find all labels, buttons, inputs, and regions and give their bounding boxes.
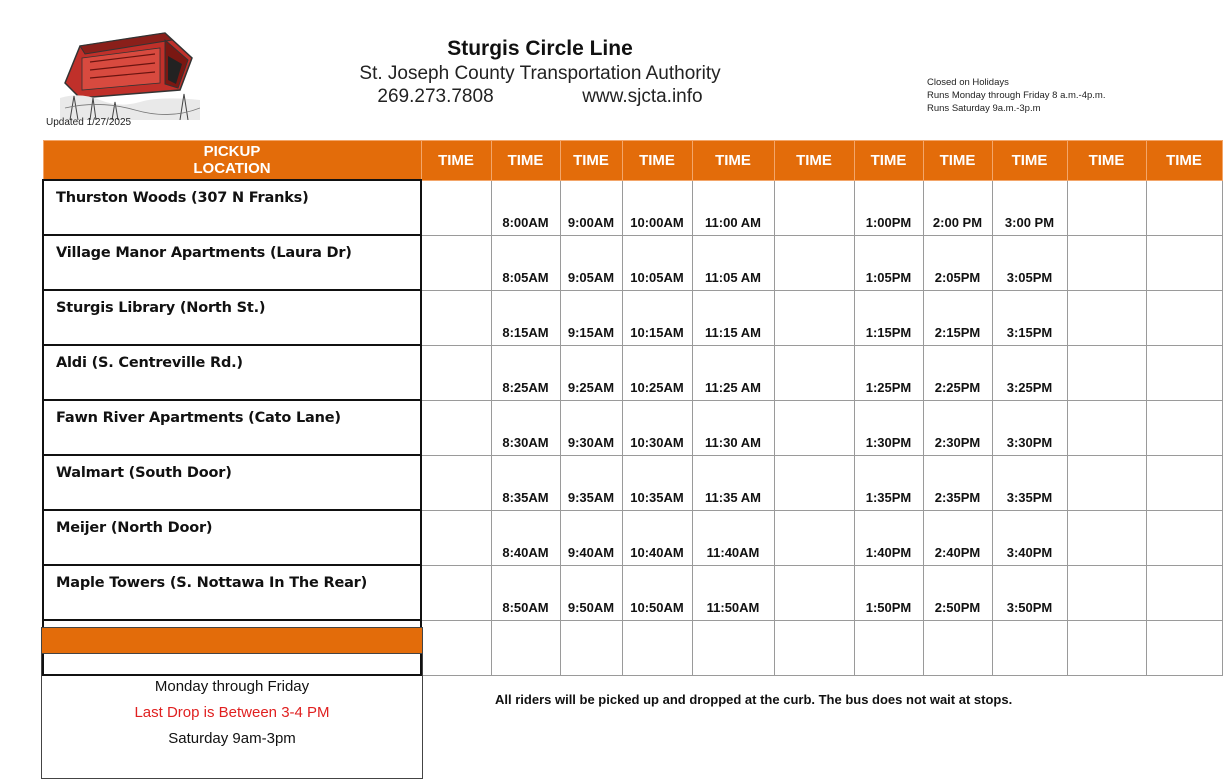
page-header: [300, 36, 780, 108]
time-cell: [1146, 180, 1222, 235]
pickup-time: [993, 670, 1067, 675]
pickup-time: 3:15PM: [1006, 324, 1053, 340]
time-cell: [854, 345, 923, 400]
column-header-time: TIME: [992, 141, 1067, 181]
pickup-time: [1068, 230, 1146, 235]
pickup-time: [422, 615, 491, 620]
table-row: [43, 345, 1222, 400]
pickup-location-cell: Sturgis Library (North St.): [43, 290, 421, 345]
note-weekday-hours: Runs Monday through Friday 8 a.m.-4p.m.: [927, 90, 1106, 101]
pickup-time: [422, 450, 491, 455]
time-cell: [1146, 400, 1222, 455]
pickup-time: 11:25 AM: [705, 379, 761, 395]
service-hours-box: [41, 627, 423, 779]
pickup-time: [693, 670, 774, 675]
pickup-time: 1:40PM: [865, 544, 912, 560]
time-cell: [774, 510, 854, 565]
time-cell: [1146, 290, 1222, 345]
column-header-time: TIME: [692, 141, 774, 181]
pickup-time: [1068, 285, 1146, 290]
time-cell: [1067, 455, 1146, 510]
pickup-time: [775, 615, 854, 620]
time-cell: [923, 510, 992, 565]
time-cell: [774, 565, 854, 620]
pickup-time: 9:15AM: [567, 324, 615, 340]
pickup-location-cell: Thurston Woods (307 N Franks): [43, 180, 421, 235]
pickup-time: 11:15 AM: [705, 324, 761, 340]
note-holidays: Closed on Holidays: [927, 77, 1009, 88]
time-cell: [1067, 235, 1146, 290]
service-weekday-text: Monday through Friday: [154, 678, 310, 695]
time-cell: [1146, 345, 1222, 400]
pickup-time: [422, 560, 491, 565]
pickup-time: [1068, 670, 1146, 675]
pickup-time: [1147, 615, 1222, 620]
pickup-time: [924, 670, 992, 675]
pickup-time: 3:25PM: [1006, 379, 1053, 395]
time-cell: [992, 235, 1067, 290]
time-cell: [421, 455, 491, 510]
time-cell: [1067, 290, 1146, 345]
time-cell: [622, 290, 692, 345]
time-cell: [491, 620, 560, 675]
time-cell: [992, 180, 1067, 235]
website-link[interactable]: www.sjcta.info: [582, 86, 703, 107]
time-cell: [854, 510, 923, 565]
pickup-time: [1147, 230, 1222, 235]
pickup-time: 3:40PM: [1006, 544, 1053, 560]
time-cell: [491, 290, 560, 345]
time-cell: [491, 345, 560, 400]
pickup-time: 9:05AM: [567, 269, 615, 285]
table-header-row: [43, 141, 1222, 181]
pickup-time: 2:25PM: [934, 379, 981, 395]
pickup-time: 2:40PM: [934, 544, 981, 560]
pickup-time: 9:25AM: [567, 379, 615, 395]
time-cell: [923, 620, 992, 675]
time-cell: [992, 510, 1067, 565]
updated-date: Updated 1/27/2025: [46, 117, 132, 128]
pickup-time: [1147, 285, 1222, 290]
time-cell: [1067, 510, 1146, 565]
column-header-time: TIME: [622, 141, 692, 181]
column-header-time: TIME: [1146, 141, 1222, 181]
pickup-time: [855, 670, 923, 675]
pickup-time: 2:35PM: [934, 489, 981, 505]
time-cell: [560, 510, 622, 565]
table-row: [43, 235, 1222, 290]
pickup-time: [422, 230, 491, 235]
column-header-time: TIME: [1067, 141, 1146, 181]
time-cell: [854, 455, 923, 510]
time-cell: [560, 565, 622, 620]
service-notes: [927, 76, 1105, 115]
pickup-time: [775, 560, 854, 565]
time-cell: [1067, 180, 1146, 235]
time-cell: [854, 400, 923, 455]
column-header-time: TIME: [491, 141, 560, 181]
pickup-time: 8:15AM: [502, 324, 549, 340]
pickup-time: 8:35AM: [502, 489, 549, 505]
pickup-time: 10:15AM: [630, 324, 684, 340]
pickup-time: 1:15PM: [865, 324, 912, 340]
time-cell: [923, 180, 992, 235]
time-cell: [692, 400, 774, 455]
pickup-time: 8:25AM: [502, 379, 549, 395]
pickup-location-cell: Aldi (S. Centreville Rd.): [43, 345, 421, 400]
time-cell: [491, 565, 560, 620]
time-cell: [1146, 235, 1222, 290]
pickup-time: 10:35AM: [630, 489, 684, 505]
time-cell: [692, 345, 774, 400]
time-cell: [421, 180, 491, 235]
pickup-time: [1147, 560, 1222, 565]
time-cell: [560, 235, 622, 290]
time-cell: [622, 565, 692, 620]
time-cell: [622, 345, 692, 400]
pickup-time: 1:30PM: [865, 434, 912, 450]
time-cell: [992, 345, 1067, 400]
time-cell: [560, 290, 622, 345]
pickup-time: [422, 505, 491, 510]
pickup-time: [775, 505, 854, 510]
time-cell: [622, 510, 692, 565]
pickup-time: 11:05 AM: [705, 269, 761, 285]
time-cell: [923, 400, 992, 455]
time-cell: [923, 455, 992, 510]
pickup-time: 10:05AM: [630, 269, 684, 285]
pickup-time: 10:40AM: [630, 544, 684, 560]
pickup-time: 8:00AM: [502, 214, 549, 230]
pickup-time: [1147, 505, 1222, 510]
pickup-time: [775, 230, 854, 235]
phone-number: 269.273.7808: [377, 86, 494, 107]
table-row: [43, 290, 1222, 345]
page-title: Sturgis Circle Line: [447, 37, 633, 60]
time-cell: [692, 180, 774, 235]
pickup-time: 8:50AM: [502, 599, 549, 615]
time-cell: [774, 235, 854, 290]
time-cell: [560, 455, 622, 510]
time-cell: [560, 400, 622, 455]
time-cell: [560, 620, 622, 675]
table-row: [43, 400, 1222, 455]
table-row: [43, 565, 1222, 620]
time-cell: [774, 400, 854, 455]
pickup-time: [1068, 505, 1146, 510]
time-cell: [992, 290, 1067, 345]
pickup-time: [775, 340, 854, 345]
time-cell: [491, 180, 560, 235]
time-cell: [421, 510, 491, 565]
pickup-time: 9:40AM: [567, 544, 615, 560]
pickup-time: 1:00PM: [865, 214, 912, 230]
note-saturday-hours: Runs Saturday 9a.m.-3p.m: [927, 103, 1041, 114]
pickup-time: [775, 285, 854, 290]
time-cell: [774, 290, 854, 345]
time-cell: [421, 235, 491, 290]
time-cell: [923, 235, 992, 290]
time-cell: [992, 400, 1067, 455]
pickup-time: [1147, 340, 1222, 345]
time-cell: [854, 180, 923, 235]
pickup-time: 2:00 PM: [932, 214, 983, 230]
time-cell: [491, 400, 560, 455]
time-cell: [774, 620, 854, 675]
pickup-time: 11:40AM: [706, 544, 760, 560]
pickup-time: [1147, 450, 1222, 455]
schedule-table: [42, 140, 1223, 676]
pickup-time: 3:30PM: [1006, 434, 1053, 450]
pickup-time: 9:30AM: [567, 434, 615, 450]
time-cell: [421, 565, 491, 620]
pickup-time: [422, 670, 491, 675]
time-cell: [923, 565, 992, 620]
pickup-location-cell: Meijer (North Door): [43, 510, 421, 565]
time-cell: [774, 180, 854, 235]
service-box-header-bar: [42, 628, 422, 654]
pickup-time: 10:25AM: [630, 379, 684, 395]
time-cell: [854, 620, 923, 675]
agency-name: St. Joseph County Transportation Authority: [359, 63, 721, 84]
time-cell: [854, 565, 923, 620]
pickup-time: 9:50AM: [567, 599, 615, 615]
pickup-time: [561, 670, 622, 675]
time-cell: [692, 235, 774, 290]
time-cell: [1146, 455, 1222, 510]
time-cell: [1146, 620, 1222, 675]
contact-line: [300, 85, 780, 108]
pickup-time: [492, 670, 560, 675]
pickup-time: [1068, 560, 1146, 565]
pickup-time: 11:00 AM: [705, 214, 761, 230]
pickup-time: 2:30PM: [934, 434, 981, 450]
pickup-time: 8:30AM: [502, 434, 549, 450]
pickup-time: 2:50PM: [934, 599, 981, 615]
pickup-time: 9:35AM: [567, 489, 615, 505]
pickup-time: [422, 340, 491, 345]
pickup-time: [775, 395, 854, 400]
time-cell: [560, 180, 622, 235]
time-cell: [692, 620, 774, 675]
time-cell: [421, 345, 491, 400]
time-cell: [622, 455, 692, 510]
pickup-time: 10:50AM: [630, 599, 684, 615]
column-header-location: PICKUP LOCATION: [43, 141, 421, 181]
time-cell: [622, 620, 692, 675]
column-header-time: TIME: [560, 141, 622, 181]
time-cell: [692, 290, 774, 345]
pickup-time: [1068, 615, 1146, 620]
pickup-time: [1147, 395, 1222, 400]
pickup-time: [623, 670, 692, 675]
covered-bridge-logo: [60, 28, 200, 120]
time-cell: [1146, 510, 1222, 565]
time-cell: [1067, 620, 1146, 675]
time-cell: [560, 345, 622, 400]
time-cell: [692, 455, 774, 510]
time-cell: [923, 345, 992, 400]
table-row: [43, 510, 1222, 565]
pickup-time: 11:50AM: [706, 599, 760, 615]
time-cell: [774, 455, 854, 510]
pickup-time: 11:35 AM: [705, 489, 761, 505]
pickup-time: [775, 670, 854, 675]
time-cell: [992, 565, 1067, 620]
pickup-time: 10:30AM: [630, 434, 684, 450]
time-cell: [992, 455, 1067, 510]
pickup-time: 8:05AM: [502, 269, 549, 285]
time-cell: [622, 400, 692, 455]
column-header-time: TIME: [421, 141, 491, 181]
time-cell: [774, 345, 854, 400]
column-header-time: TIME: [854, 141, 923, 181]
pickup-time: 3:00 PM: [1004, 214, 1055, 230]
time-cell: [992, 620, 1067, 675]
time-cell: [491, 510, 560, 565]
pickup-time: [422, 285, 491, 290]
pickup-time: 11:30 AM: [705, 434, 761, 450]
pickup-location-cell: Fawn River Apartments (Cato Lane): [43, 400, 421, 455]
pickup-location-cell: Village Manor Apartments (Laura Dr): [43, 235, 421, 290]
column-header-time: TIME: [774, 141, 854, 181]
time-cell: [421, 400, 491, 455]
pickup-time: 1:05PM: [865, 269, 912, 285]
pickup-time: 1:25PM: [865, 379, 912, 395]
time-cell: [692, 510, 774, 565]
time-cell: [622, 235, 692, 290]
time-cell: [1067, 345, 1146, 400]
time-cell: [1067, 565, 1146, 620]
service-saturday-text: Saturday 9am-3pm: [168, 730, 296, 747]
pickup-location-cell: Walmart (South Door): [43, 455, 421, 510]
time-cell: [854, 235, 923, 290]
pickup-time: 1:35PM: [865, 489, 912, 505]
time-cell: [923, 290, 992, 345]
pickup-time: 9:00AM: [567, 214, 615, 230]
time-cell: [491, 235, 560, 290]
time-cell: [854, 290, 923, 345]
time-cell: [1146, 565, 1222, 620]
pickup-time: 3:50PM: [1006, 599, 1053, 615]
pickup-time: 2:05PM: [934, 269, 981, 285]
last-drop-text: Last Drop is Between 3-4 PM: [134, 704, 330, 721]
pickup-time: [775, 450, 854, 455]
pickup-time: [1068, 340, 1146, 345]
time-cell: [421, 620, 491, 675]
pickup-time: 8:40AM: [502, 544, 549, 560]
time-cell: [622, 180, 692, 235]
table-row: [43, 455, 1222, 510]
time-cell: [421, 290, 491, 345]
time-cell: [1067, 400, 1146, 455]
pickup-time: 3:05PM: [1006, 269, 1053, 285]
pickup-time: [1147, 670, 1222, 675]
pickup-time: 3:35PM: [1006, 489, 1053, 505]
time-cell: [491, 455, 560, 510]
pickup-location-cell: Maple Towers (S. Nottawa In The Rear): [43, 565, 421, 620]
pickup-time: [422, 395, 491, 400]
pickup-time: 1:50PM: [865, 599, 912, 615]
pickup-time: [1068, 395, 1146, 400]
time-cell: [692, 565, 774, 620]
pickup-time: [1068, 450, 1146, 455]
pickup-time: 2:15PM: [934, 324, 981, 340]
curbside-policy-note: All riders will be picked up and dropped at the curb. The bus does not wait at stops.: [495, 692, 1013, 707]
pickup-time: 10:00AM: [630, 214, 684, 230]
column-header-time: TIME: [923, 141, 992, 181]
table-row: [43, 180, 1222, 235]
